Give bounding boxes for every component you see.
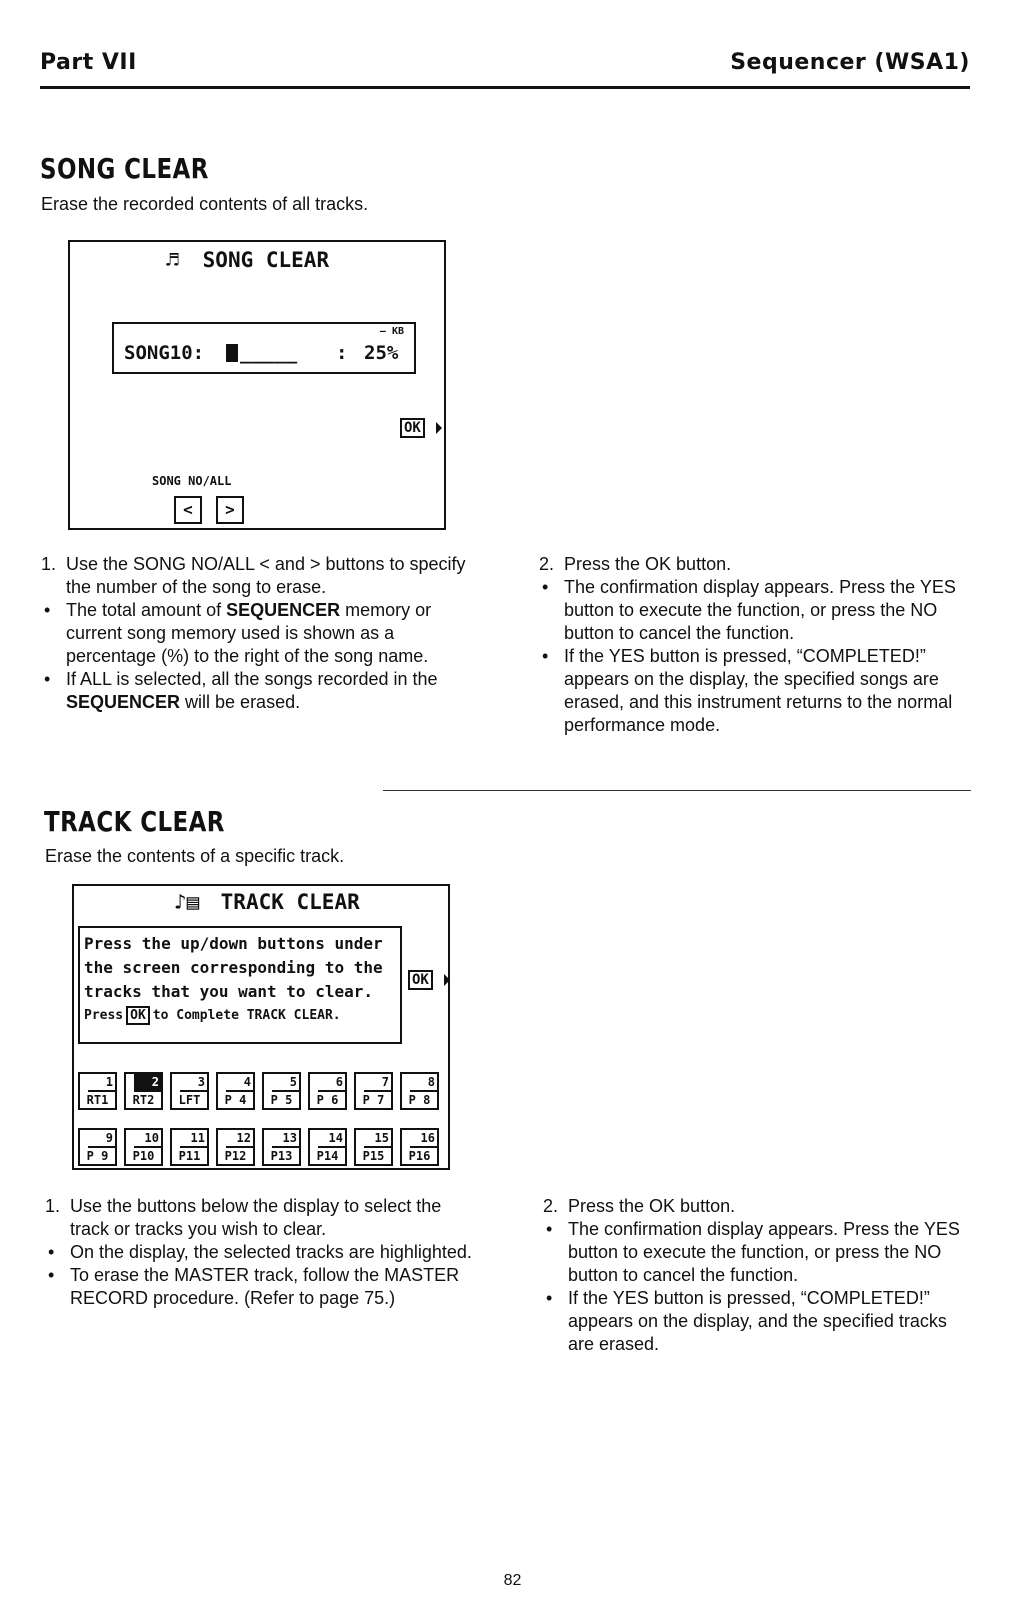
song-label: SONG10: xyxy=(124,342,205,364)
message-line: Press the up/down buttons under xyxy=(84,934,383,953)
bullet-text: On the display, the selected tracks are highlighted. xyxy=(70,1242,472,1262)
track-label: RT2 xyxy=(132,1093,155,1107)
track-number: 6 xyxy=(318,1074,345,1092)
ok-arrow-icon xyxy=(436,422,442,434)
song-clear-title: SONG CLEAR xyxy=(40,152,209,185)
bullet-bold: SEQUENCER xyxy=(66,692,181,712)
bullet-item xyxy=(539,576,971,645)
step-number: 1. xyxy=(41,554,57,574)
message-text: to Complete TRACK CLEAR. xyxy=(152,1008,341,1023)
message-line xyxy=(84,1004,396,1028)
track-label: P15 xyxy=(362,1149,385,1163)
track-button[interactable] xyxy=(400,1072,439,1110)
kb-unit: — KB xyxy=(379,326,404,337)
track-button[interactable] xyxy=(308,1072,347,1110)
bullet-icon: • xyxy=(48,1242,55,1262)
inline-ok-icon: OK xyxy=(126,1006,150,1025)
track-button[interactable] xyxy=(170,1072,209,1110)
track-label: P14 xyxy=(316,1149,339,1163)
bullet-text: The total amount of xyxy=(66,600,227,620)
track-number: 16 xyxy=(410,1130,437,1148)
step-number: 2. xyxy=(539,554,555,574)
bullet-icon: • xyxy=(546,1219,553,1239)
track-label: P 6 xyxy=(316,1093,339,1107)
song-field-box xyxy=(112,322,416,374)
bullet-icon: • xyxy=(542,646,549,666)
memory-separator: : xyxy=(336,342,348,364)
track-label: P 5 xyxy=(270,1093,293,1107)
song-cursor xyxy=(226,344,238,362)
bullet-item xyxy=(41,599,473,668)
track-clear-steps-right xyxy=(543,1195,973,1356)
track-button[interactable] xyxy=(216,1072,255,1110)
bullet-text: If ALL is selected, all the songs recorded in the xyxy=(66,669,438,689)
song-clear-display-header xyxy=(166,248,329,272)
bullet-text: To erase the MASTER track, follow the MASTER RECORD procedure. (Refer to page 75.) xyxy=(70,1265,460,1308)
step-text: Use the SONG NO/ALL < and > buttons to specify the number of the song to erase. xyxy=(66,554,466,597)
message-line: tracks that you want to clear. xyxy=(84,982,373,1001)
nav-label: SONG NO/ALL xyxy=(152,474,232,488)
song-clear-description: Erase the recorded contents of all tracks. xyxy=(41,194,369,214)
track-label: RT1 xyxy=(86,1093,109,1107)
step-text: Use the buttons below the display to select the track or tracks you wish to clear. xyxy=(70,1196,442,1239)
bullet-icon: • xyxy=(542,577,549,597)
track-button[interactable] xyxy=(262,1128,301,1166)
bullet-text: The confirmation display appears. Press the YES button to execute the function, or press the NO button to cancel the function. xyxy=(564,577,956,643)
bullet-item xyxy=(45,1264,475,1310)
bullet-bold: SEQUENCER xyxy=(226,600,341,620)
track-number: 4 xyxy=(226,1074,253,1092)
bullet-item xyxy=(45,1241,475,1264)
track-label: P13 xyxy=(270,1149,293,1163)
step-number: 2. xyxy=(543,1196,559,1216)
bullet-item xyxy=(543,1287,973,1356)
track-label: P 9 xyxy=(86,1149,109,1163)
track-number: 12 xyxy=(226,1130,253,1148)
song-value: _____ xyxy=(240,342,298,364)
bullet-item xyxy=(41,668,473,714)
track-number: 8 xyxy=(410,1074,437,1092)
bullet-icon: • xyxy=(44,600,51,620)
message-text: Press xyxy=(84,1008,124,1023)
song-clear-display xyxy=(68,240,446,530)
ok-arrow-icon xyxy=(444,974,450,986)
track-number: 13 xyxy=(272,1130,299,1148)
track-clear-title: TRACK CLEAR xyxy=(44,805,225,838)
track-clear-display xyxy=(72,884,450,1170)
track-button[interactable] xyxy=(78,1128,117,1166)
ok-indicator[interactable]: OK xyxy=(400,418,425,438)
memory-percent: 25% xyxy=(364,342,399,364)
step-item xyxy=(41,553,473,599)
bullet-text: memory or current song memory used is shown as a percentage (%) to the right of the song name. xyxy=(66,600,432,666)
track-label: LFT xyxy=(178,1093,201,1107)
track-button[interactable] xyxy=(170,1128,209,1166)
song-next-button[interactable]: > xyxy=(216,496,244,524)
song-clear-steps-left xyxy=(41,553,473,714)
step-item xyxy=(543,1195,973,1218)
track-button[interactable] xyxy=(308,1128,347,1166)
chapter-label: Sequencer (WSA1) xyxy=(730,50,970,75)
step-item xyxy=(45,1195,475,1241)
track-icon: ♪▤ xyxy=(174,890,200,914)
track-button[interactable] xyxy=(124,1072,163,1110)
step-number: 1. xyxy=(45,1196,61,1216)
track-label: P 4 xyxy=(224,1093,247,1107)
track-number: 7 xyxy=(364,1074,391,1092)
track-number: 11 xyxy=(180,1130,207,1148)
track-number: 9 xyxy=(88,1130,115,1148)
bullet-text: The confirmation display appears. Press the YES button to execute the function, or press the NO button to cancel the function. xyxy=(568,1219,960,1285)
track-label: P11 xyxy=(178,1149,201,1163)
track-button[interactable] xyxy=(124,1128,163,1166)
track-number: 14 xyxy=(318,1130,345,1148)
track-button[interactable] xyxy=(400,1128,439,1166)
track-label: P10 xyxy=(132,1149,155,1163)
track-number: 2 xyxy=(134,1074,161,1092)
bullet-text: If the YES button is pressed, “COMPLETED!” appears on the display, and the specified tracks are erased. xyxy=(568,1288,947,1354)
display-title: SONG CLEAR xyxy=(202,248,330,272)
bullet-text: will be erased. xyxy=(180,692,301,712)
section-divider xyxy=(383,790,971,791)
sequencer-icon: ♬ xyxy=(166,248,179,272)
bullet-icon: • xyxy=(48,1265,55,1285)
track-button[interactable] xyxy=(78,1072,117,1110)
message-line: the screen corresponding to the xyxy=(84,958,383,977)
song-prev-button[interactable]: < xyxy=(174,496,202,524)
instruction-message-box xyxy=(78,926,402,1044)
track-number: 15 xyxy=(364,1130,391,1148)
track-label: P 8 xyxy=(408,1093,431,1107)
header-rule xyxy=(40,86,970,89)
track-label: P12 xyxy=(224,1149,247,1163)
track-number: 10 xyxy=(134,1130,161,1148)
step-text: Press the OK button. xyxy=(564,554,732,574)
track-clear-steps-left xyxy=(45,1195,475,1310)
track-label: P 7 xyxy=(362,1093,385,1107)
track-button[interactable] xyxy=(262,1072,301,1110)
track-button[interactable] xyxy=(216,1128,255,1166)
display-title: TRACK CLEAR xyxy=(220,890,360,914)
page-number: 82 xyxy=(503,1572,522,1589)
step-item xyxy=(539,553,971,576)
track-label: P16 xyxy=(408,1149,431,1163)
bullet-item xyxy=(543,1218,973,1287)
track-number: 3 xyxy=(180,1074,207,1092)
track-clear-display-header xyxy=(174,890,360,914)
bullet-icon: • xyxy=(546,1288,553,1308)
song-clear-steps-right xyxy=(539,553,971,737)
part-label: Part VII xyxy=(40,50,137,75)
track-button[interactable] xyxy=(354,1072,393,1110)
track-button[interactable] xyxy=(354,1128,393,1166)
bullet-icon: • xyxy=(44,669,51,689)
track-clear-description: Erase the contents of a specific track. xyxy=(45,846,345,866)
track-number: 5 xyxy=(272,1074,299,1092)
ok-indicator[interactable]: OK xyxy=(408,970,433,990)
step-text: Press the OK button. xyxy=(568,1196,736,1216)
bullet-item xyxy=(539,645,971,737)
bullet-text: If the YES button is pressed, “COMPLETED!” appears on the display, the specified songs are erased, and this instrument returns to the normal performance mode. xyxy=(564,646,953,735)
track-number: 1 xyxy=(88,1074,115,1092)
